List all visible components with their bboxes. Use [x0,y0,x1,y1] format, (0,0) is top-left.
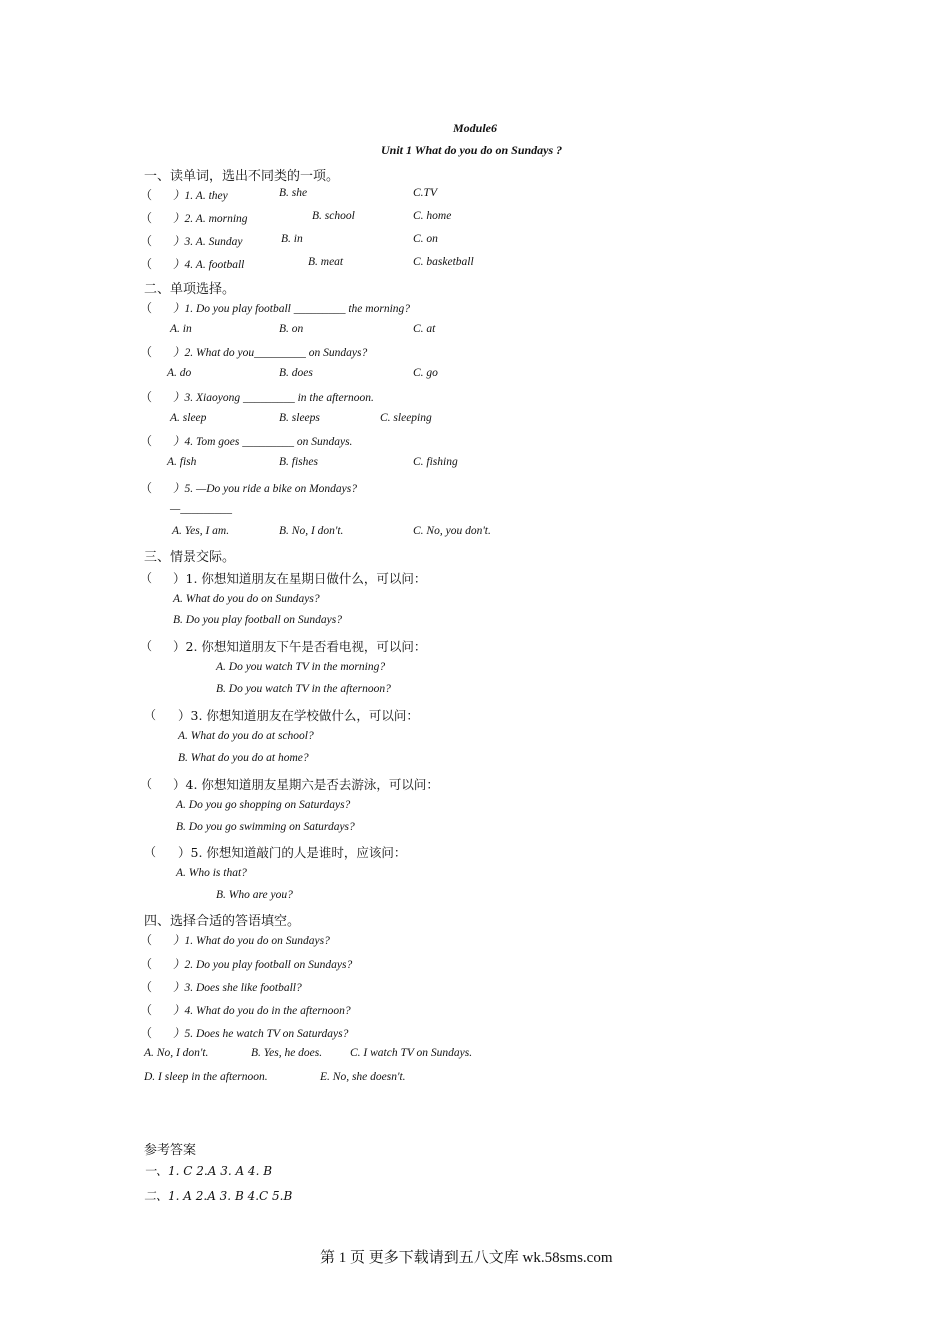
s2-q4-b: B. fishes [279,456,318,468]
s4-q3: ）3. Does she like football? [173,982,302,994]
s3-q1-a: A. What do you do on Sundays? [173,593,320,605]
answer-paren: （ [140,980,153,994]
unit-title: Unit 1 What do you do on Sundays ? [381,143,563,157]
answer-paren: （ [140,1026,153,1040]
answer-paren: （ [140,188,153,202]
s2-q2-stem: ）2. What do you_________ on Sundays? [173,347,368,359]
s3-q4-a: A. Do you go shopping on Saturdays? [176,799,351,811]
answer-paren: （ [140,211,153,225]
s3-q3-a: A. What do you do at school? [178,730,314,742]
answer-paren: （ [140,957,153,971]
answer-paren: （ [140,639,153,653]
s1-q2-stem: ）2. A. morning [173,213,248,225]
s3-q3-b: B. What do you do at home? [178,752,309,764]
answers-heading: 参考答案 [144,1143,197,1158]
answer-paren: （ [140,434,153,448]
s1-q4-b: B. meat [308,256,344,268]
section-3-heading: 三、情景交际。 [144,550,236,565]
s2-q5-answer-blank: —_________ [170,503,232,515]
s2-q1-a: A. in [170,323,192,335]
s3-q2-b: B. Do you watch TV in the afternoon? [216,683,391,695]
s2-q4-a: A. fish [167,456,197,468]
s4-q5: ）5. Does he watch TV on Saturdays? [173,1028,349,1040]
section-4-heading: 四、选择合适的答语填空。 [144,914,301,929]
s2-q3-a: A. sleep [170,412,207,424]
s4-option-e: E. No, she doesn't. [320,1071,406,1083]
answer-paren: （ [140,481,153,495]
s2-q1-b: B. on [279,323,304,335]
s4-option-d: D. I sleep in the afternoon. [144,1071,268,1083]
s1-q1-stem: ）1. A. they [173,190,228,202]
s4-q2: ）2. Do you play football on Sundays? [173,959,353,971]
s3-q4-b: B. Do you go swimming on Saturdays? [176,821,355,833]
s1-q3-c: C. on [413,233,438,245]
s2-q3-stem: ）3. Xiaoyong _________ in the afternoon. [173,392,374,404]
answers-line-1: 一、1. C 2.A 3. A 4. B [144,1164,273,1178]
answer-paren: （ [144,708,157,722]
s2-q4-stem: ）4. Tom goes _________ on Sundays. [173,436,353,448]
s1-q2-b: B. school [312,210,355,222]
s2-q2-c: C. go [413,367,438,379]
s1-q4-c: C. basketball [413,256,474,268]
section-2-heading: 二、单项选择。 [144,282,236,297]
s3-q3-stem: ）3. 你想知道朋友在学校做什么，可以问： [178,708,419,723]
section-1-heading: 一、读单词，选出不同类的一项。 [144,169,340,184]
s2-q4-c: C. fishing [413,456,458,468]
s1-q1-c: C.TV [413,187,437,199]
s3-q2-stem: ）2. 你想知道朋友下午是否看电视，可以问： [173,639,427,654]
s4-option-a: A. No, I don't. [144,1047,209,1059]
answer-paren: （ [140,257,153,271]
s2-q5-c: C. No, you don't. [413,525,491,537]
s3-q2-a: A. Do you watch TV in the morning? [216,661,386,673]
answer-paren: （ [140,390,153,404]
s2-q1-c: C. at [413,323,436,335]
s3-q5-a: A. Who is that? [176,867,247,879]
answers-line-2: 二、1. A 2.A 3. B 4.C 5.B [144,1189,293,1203]
answer-paren: （ [140,301,153,315]
answer-paren: （ [140,234,153,248]
s4-option-c: C. I watch TV on Sundays. [350,1047,473,1059]
answer-paren: （ [140,571,153,585]
s2-q3-c: C. sleeping [380,412,432,424]
module-title: Module6 [453,121,498,135]
answer-paren: （ [140,1003,153,1017]
s1-q3-b: B. in [281,233,303,245]
s3-q5-b: B. Who are you? [216,889,293,901]
s3-q1-stem: ）1. 你想知道朋友在星期日做什么，可以问： [173,571,427,586]
s2-q5-b: B. No, I don't. [279,525,344,537]
answer-paren: （ [140,777,153,791]
s3-q4-stem: ）4. 你想知道朋友星期六是否去游泳，可以问： [173,777,439,792]
answer-paren: （ [144,845,157,859]
s2-q3-b: B. sleeps [279,412,320,424]
s1-q1-b: B. she [279,187,308,199]
s2-q2-a: A. do [167,367,192,379]
answer-paren: （ [140,345,153,359]
answer-paren: （ [140,933,153,947]
s2-q5-a: A. Yes, I am. [172,525,230,537]
page-footer: 第 1 页 更多下载请到五八文库 wk.58sms.com [320,1250,613,1266]
s3-q5-stem: ）5. 你想知道敲门的人是谁时，应该问： [178,845,407,860]
s1-q2-c: C. home [413,210,452,222]
s4-option-b: B. Yes, he does. [251,1047,323,1059]
s3-q1-b: B. Do you play football on Sundays? [173,614,342,626]
s2-q1-stem: ）1. Do you play football _________ the morning? [173,303,411,315]
s4-q1: ）1. What do you do on Sundays? [173,935,330,947]
s4-q4: ）4. What do you do in the afternoon? [173,1005,351,1017]
s1-q3-stem: ）3. A. Sunday [173,236,243,248]
s2-q5-stem: ）5. —Do you ride a bike on Mondays? [173,483,357,495]
s2-q2-b: B. does [279,367,313,379]
s1-q4-stem: ）4. A. football [173,259,245,271]
